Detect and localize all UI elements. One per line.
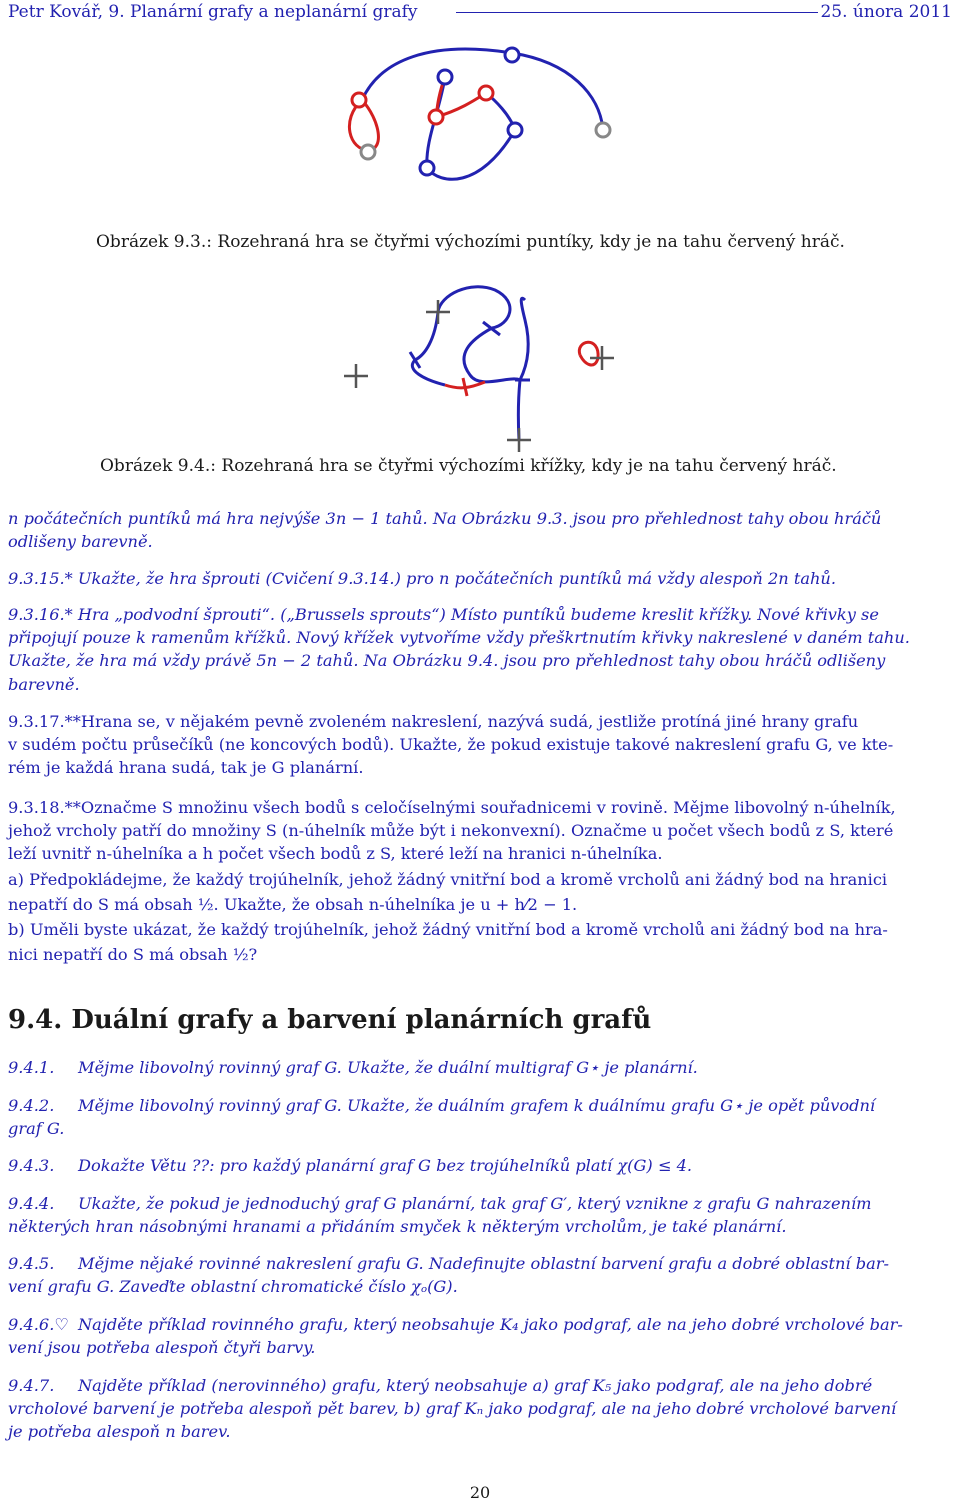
exercise-line: leží uvnitř n-úhelníka a h počet všech bodů z S, které leží na hranici n-úhelníka. [8, 844, 663, 864]
blue-sprout-4 [520, 298, 528, 380]
exercise-9-3-17 [8, 710, 952, 780]
exercise-line: některých hran násobnými hranami a přidáním smyček k některým vrcholům, je také planární. [8, 1217, 787, 1237]
exercise-number: 9.4.7. [8, 1376, 55, 1395]
exercise-line: Najděte příklad rovinného grafu, který neobsahuje K₄ jako podgraf, ale na jeho dobré vrcholové bar- [78, 1315, 903, 1334]
paragraph-line: odlišeny barevně. [8, 532, 153, 552]
red-sprout-3 [580, 355, 598, 365]
exercise-line: Ukažte, že pokud je jednoduchý graf G planární, tak graf G′, který vznikne z grafu G nahrazením [78, 1194, 872, 1213]
exercise-number: 9.4.4. [8, 1194, 55, 1213]
exercise-9-4-6 [8, 1313, 952, 1359]
exercise-number: 9.4.6.♡ [8, 1315, 69, 1334]
exercise-line: je potřeba alespoň n barev. [8, 1422, 231, 1442]
exercise-number: 9.4.2. [8, 1096, 55, 1115]
exercise-line: Najděte příklad (nerovinného) grafu, který neobsahuje a) graf K₅ jako podgraf, ale na jeho dobré [78, 1376, 873, 1395]
exercise-line: nici nepatří do S má obsah ½? [8, 945, 258, 965]
gray-dot-right [596, 123, 610, 137]
red-dot-left [352, 93, 366, 107]
exercise-line: rém je každá hrana sudá, tak je G planární. [8, 758, 364, 778]
exercise-line: Hra „podvodní šprouti“. („Brussels sprouts“) Místo puntíků budeme kreslit křížky. Nové křivky se [77, 605, 879, 624]
blue-dot-top [505, 48, 519, 62]
gray-dot-left [361, 145, 375, 159]
exercise-9-4-5 [8, 1252, 952, 1298]
exercise-number: 9.4.1. [8, 1058, 55, 1077]
exercise-line: Dokažte Větu ??: pro každý planární graf G bez trojúhelníků platí χ(G) ≤ 4. [78, 1156, 693, 1175]
red-loop [349, 100, 378, 150]
exercise-line: vení jsou potřeba alespoň čtyři barvy. [8, 1338, 316, 1358]
exercise-text: Ukažte, že hra šprouti (Cvičení 9.3.14.) pro n počátečních puntíků má vždy alespoň 2n tahů. [77, 569, 836, 588]
exercise-line: vrcholové barvení je potřeba alespoň pět barev, b) graf Kₙ jako podgraf, ale na jeho dobré vrcholové barvení [8, 1399, 897, 1419]
exercise-9-4-2 [8, 1094, 952, 1140]
exercise-line: Označme S množinu všech bodů s celočíselnými souřadnicemi v rovině. Mějme libovolný n-úhelník, [80, 798, 896, 817]
exercise-9-4-1 [8, 1056, 952, 1079]
exercise-number: 9.4.3. [8, 1156, 55, 1175]
exercise-number: 9.4.5. [8, 1254, 55, 1273]
exercise-number: 9.3.18.** [8, 798, 81, 817]
exercise-line: a) Předpokládejme, že každý trojúhelník, jehož žádný vnitřní bod a kromě vrcholů ani žádný bod na hranici [8, 869, 888, 889]
exercise-line: připojují pouze k ramenům křížků. Nový křížek vytvoříme vždy přeškrtnutím křivky nakreslené v daném tahu. [8, 628, 910, 648]
blue-curve-lower [427, 130, 515, 179]
exercise-9-3-16 [8, 603, 952, 696]
exercise-9-4-4 [8, 1192, 952, 1238]
exercise-number: 9.3.16.* [8, 605, 73, 624]
exercise-line: b) Uměli byste ukázat, že každý trojúhelník, jehož žádný vnitřní bod a kromě vrcholů ani žádný bod na hra- [8, 920, 888, 940]
blue-dot-bottom [420, 161, 434, 175]
paragraph-continued [8, 507, 952, 553]
caption-label: Obrázek 9.4.: [100, 456, 216, 476]
blue-dot-right [508, 123, 522, 137]
exercise-line: nepatří do S má obsah ½. Ukažte, že obsah n-úhelníka je u + h⁄2 − 1. [8, 894, 578, 914]
exercise-line: barevně. [8, 674, 80, 694]
exercise-9-3-15 [8, 567, 952, 590]
exercise-line: graf G. [8, 1119, 65, 1139]
red-sprout-2 [579, 342, 598, 358]
exercise-number: 9.3.15.* [8, 569, 73, 588]
exercise-line: Mějme libovolný rovinný graf G. Ukažte, že duální multigraf G⋆ je planární. [78, 1058, 698, 1077]
blue-sprout-3 [412, 312, 445, 385]
blue-dot-left [438, 70, 452, 84]
exercise-9-4-7 [8, 1374, 952, 1444]
section-heading: 9.4. Duální grafy a barvení planárních grafů [8, 1005, 652, 1035]
blue-sprout-2 [464, 328, 520, 382]
figure-sprouts-dots [0, 0, 960, 260]
exercise-9-4-3 [8, 1154, 952, 1177]
exercise-line: jehož vrcholy patří do množiny S (n-úhelník může být i nekonvexní). Označme u počet všech bodů z S, které [8, 821, 894, 841]
exercise-line: Mějme nějaké rovinné nakreslení grafu G. Nadefinujte oblastní barvení grafu a dobré oblastní bar- [78, 1254, 889, 1273]
caption-text: Rozehraná hra se čtyřmi výchozími křížky, kdy je na tahu červený hráč. [221, 456, 837, 476]
red-dot-center [429, 110, 443, 124]
figure-brussels-sprouts [0, 280, 960, 460]
caption-text: Rozehraná hra se čtyřmi výchozími puntíky, kdy je na tahu červený hráč. [217, 232, 845, 252]
red-dot-mid [479, 86, 493, 100]
header-date: 25. února 2011 [820, 2, 952, 22]
exercise-line: Hrana se, v nějakém pevně zvoleném nakreslení, nazývá sudá, jestliže protíná jiné hrany grafu [80, 712, 859, 731]
exercise-line: Ukažte, že hra má vždy právě 5n − 2 tahů. Na Obrázku 9.4. jsou pro přehlednost tahy obou hráčů odlišeny [8, 651, 886, 671]
page-number: 20 [469, 1483, 491, 1502]
exercise-number: 9.3.17.** [8, 712, 81, 731]
paragraph-line: n počátečních puntíků má hra nejvýše 3n − 1 tahů. Na Obrázku 9.3. jsou pro přehlednost tahy obou hráčů [8, 509, 882, 528]
blue-sprout-1 [438, 287, 510, 328]
figure-9-4-caption [100, 456, 837, 476]
exercise-9-3-18 [8, 796, 952, 966]
exercise-line: Mějme libovolný rovinný graf G. Ukažte, že duálním grafem k duálnímu grafu G⋆ je opět původní [78, 1096, 876, 1115]
exercise-line: vení grafu G. Zaveďte oblastní chromatické číslo χₒ(G). [8, 1277, 458, 1297]
exercise-line: v sudém počtu průsečíků (ne koncových bodů). Ukažte, že pokud existuje takové nakreslení grafu G, ve kte- [8, 735, 894, 755]
caption-label: Obrázek 9.3.: [96, 232, 212, 252]
figure-9-3-caption [96, 232, 845, 252]
header-left: Petr Kovář, 9. Planární grafy a neplanární grafy [8, 2, 418, 22]
